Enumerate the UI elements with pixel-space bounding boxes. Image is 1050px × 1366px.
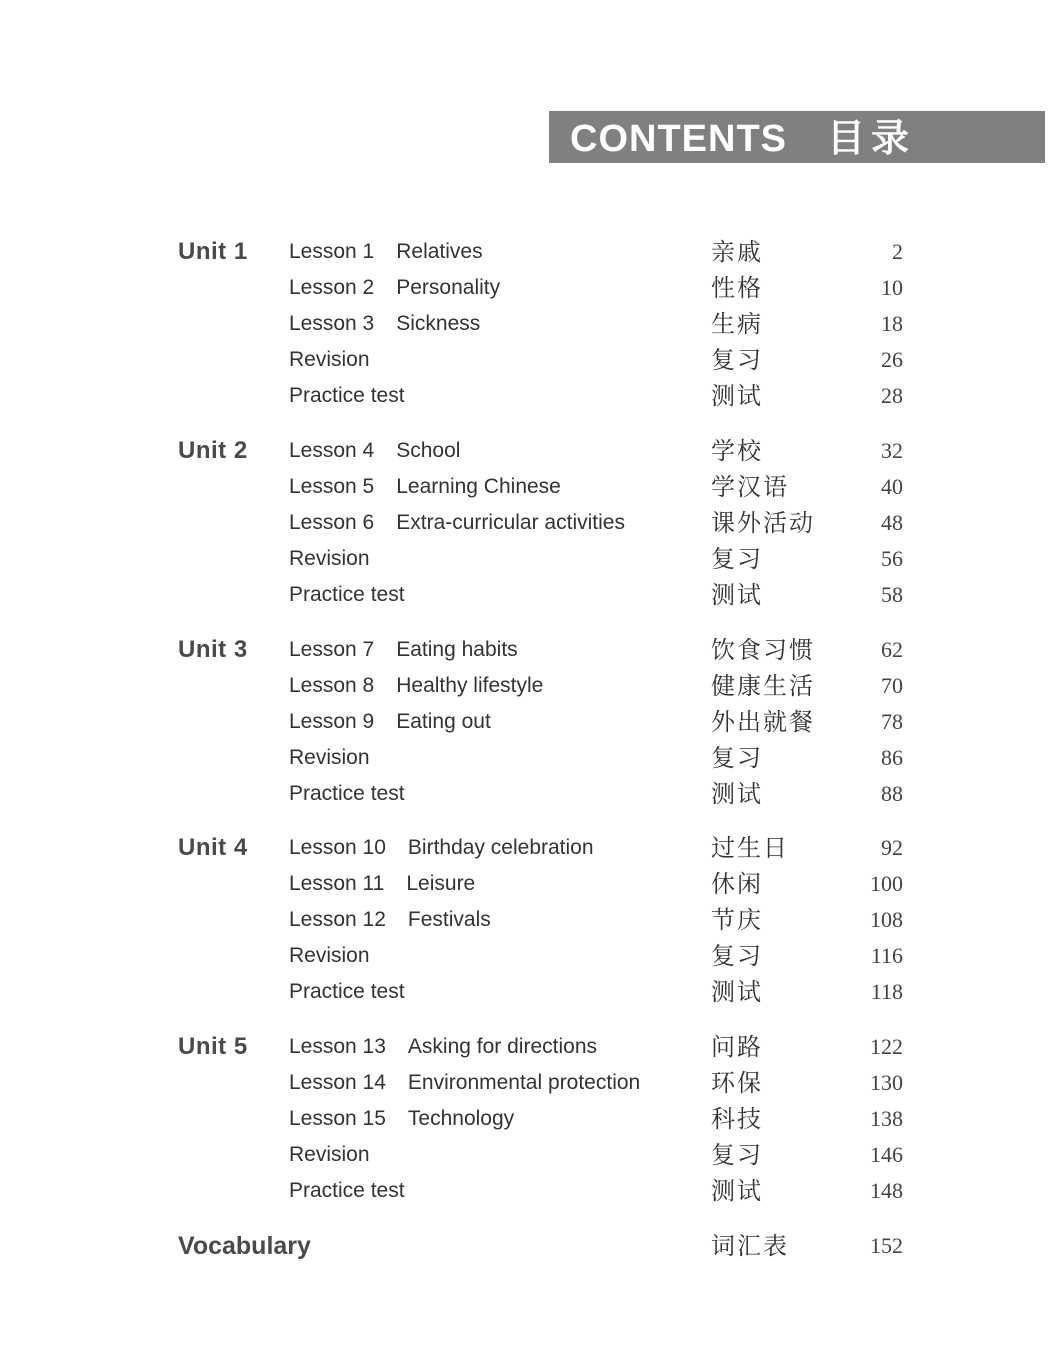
lesson-entry [289, 704, 491, 740]
lesson-entry [289, 433, 460, 469]
lesson-title-cn: 测试 [711, 1177, 763, 1205]
page-number: 40 [881, 473, 903, 499]
lesson-title: Relatives [396, 240, 483, 263]
page-number: 148 [870, 1178, 903, 1203]
unit-label: Unit 2 [178, 436, 248, 464]
toc-entry [0, 1029, 1050, 1065]
lesson-title-cn: 复习 [711, 346, 763, 374]
toc-entry [0, 866, 1050, 902]
lesson-entry [289, 1137, 370, 1173]
toc-entry [0, 902, 1050, 938]
lesson-title-cn: 性格 [711, 274, 763, 302]
lesson-label: Lesson 11 [289, 872, 385, 896]
lesson-label: Practice test [289, 980, 405, 1004]
lesson-title-cn: 学校 [711, 436, 763, 465]
lesson-entry [289, 270, 500, 306]
lesson-title-cn: 科技 [711, 1105, 763, 1133]
lesson-label: Revision [289, 1143, 370, 1166]
lesson-title-cn: 节庆 [711, 906, 763, 935]
lesson-label: Lesson 7 [289, 637, 375, 661]
lesson-title-cn: 复习 [711, 942, 763, 971]
lesson-label: Lesson 5 [289, 474, 375, 498]
page-number: 2 [892, 239, 903, 264]
lesson-entry [289, 974, 405, 1010]
page-number: 78 [881, 708, 903, 734]
page-title: CONTENTS [570, 118, 787, 160]
toc-entry [0, 740, 1050, 776]
toc-entry [0, 1173, 1050, 1209]
lesson-label: Lesson 14 [289, 1071, 386, 1094]
toc-entry [0, 342, 1050, 378]
lesson-title: Extra-curricular activities [396, 510, 625, 534]
toc-entry [0, 378, 1050, 414]
page-number: 62 [881, 636, 903, 662]
lesson-entry [289, 234, 483, 270]
page-number: 146 [870, 1142, 903, 1167]
page-number: 88 [881, 780, 903, 806]
lesson-entry [289, 1029, 597, 1065]
unit-block [0, 632, 1050, 812]
lesson-label: Revision [289, 348, 370, 371]
page-number: 86 [881, 744, 903, 770]
lesson-title: Birthday celebration [407, 836, 594, 860]
lesson-label: Lesson 8 [289, 673, 375, 697]
toc-entry [0, 1137, 1050, 1173]
page-number: 108 [870, 907, 903, 933]
lesson-title-cn: 复习 [711, 743, 763, 772]
page-number: 116 [870, 943, 903, 969]
lesson-entry [289, 378, 405, 414]
lesson-entry [289, 541, 370, 577]
page-number: 32 [881, 437, 903, 463]
lesson-label: Lesson 4 [289, 438, 375, 462]
lesson-label: Practice test [289, 781, 405, 805]
lesson-label: Lesson 15 [289, 1107, 386, 1130]
toc-entry [0, 1065, 1050, 1101]
lesson-entry [289, 469, 561, 505]
page-number: 138 [870, 1106, 903, 1131]
lesson-label: Lesson 9 [289, 709, 375, 733]
lesson-entry [289, 306, 480, 342]
vocabulary-row [0, 1228, 1050, 1264]
page-number: 26 [881, 347, 903, 372]
lesson-title-cn: 生病 [711, 310, 763, 338]
page-number: 10 [881, 275, 903, 300]
page-number: 100 [870, 871, 903, 897]
unit-block [0, 1029, 1050, 1209]
toc-entry [0, 776, 1050, 812]
lesson-title-cn: 测试 [711, 978, 763, 1007]
unit-block [0, 830, 1050, 1010]
lesson-title: Learning Chinese [396, 474, 561, 498]
toc-entry [0, 541, 1050, 577]
toc-entry [0, 433, 1050, 469]
lesson-title-cn: 复习 [711, 1141, 763, 1169]
lesson-title-cn: 环保 [711, 1069, 763, 1097]
lesson-title: Asking for directions [407, 1035, 598, 1058]
lesson-entry [289, 830, 594, 866]
toc-entry [0, 974, 1050, 1010]
lesson-title: Festivals [407, 908, 491, 932]
lesson-title-cn: 复习 [711, 544, 763, 573]
toc-entry [0, 668, 1050, 704]
unit-block [0, 433, 1050, 613]
toc-entry [0, 469, 1050, 505]
lesson-label: Lesson 2 [289, 276, 375, 299]
lesson-entry [289, 902, 491, 938]
page-title-cn: 目录 [827, 116, 916, 160]
table-of-contents [0, 234, 1050, 1264]
lesson-title-cn: 健康生活 [711, 671, 815, 700]
lesson-entry [289, 505, 625, 541]
page-number: 28 [881, 383, 903, 408]
lesson-entry [289, 740, 370, 776]
lesson-label: Lesson 3 [289, 312, 375, 335]
page-number: 56 [881, 545, 903, 571]
page-number: 48 [881, 509, 903, 535]
unit-label: Unit 5 [178, 1033, 248, 1060]
lesson-entry [289, 938, 370, 974]
lesson-title-cn: 过生日 [711, 834, 789, 863]
lesson-title-cn: 学汉语 [711, 472, 789, 501]
lesson-entry [289, 776, 405, 812]
lesson-title: Leisure [406, 872, 476, 896]
lesson-entry [289, 668, 543, 704]
vocabulary-page-number: 152 [870, 1232, 903, 1258]
page-number: 70 [881, 672, 903, 698]
lesson-title: Healthy lifestyle [396, 673, 544, 697]
lesson-entry [289, 1065, 640, 1101]
unit-block [0, 234, 1050, 414]
lesson-title-cn: 休闲 [711, 870, 763, 899]
unit-label: Unit 3 [178, 635, 248, 663]
lesson-label: Lesson 12 [289, 908, 386, 932]
lesson-title-cn: 测试 [711, 580, 763, 609]
lesson-label: Lesson 6 [289, 510, 375, 534]
lesson-title-cn: 亲戚 [711, 238, 763, 266]
toc-entry [0, 577, 1050, 613]
lesson-label: Revision [289, 546, 370, 570]
lesson-title-cn: 外出就餐 [711, 707, 815, 736]
lesson-title-cn: 测试 [711, 382, 763, 410]
lesson-title-cn: 饮食习惯 [711, 635, 815, 664]
lesson-title-cn: 问路 [711, 1033, 763, 1061]
lesson-label: Practice test [289, 384, 405, 407]
lesson-title: Eating out [396, 709, 491, 733]
lesson-title: Sickness [396, 312, 481, 335]
page-number: 118 [870, 979, 903, 1005]
lesson-entry [289, 342, 370, 378]
lesson-label: Revision [289, 944, 370, 968]
toc-entry [0, 270, 1050, 306]
lesson-entry [289, 1101, 514, 1137]
toc-entry [0, 830, 1050, 866]
unit-label: Unit 4 [178, 834, 248, 862]
toc-entry [0, 938, 1050, 974]
lesson-entry [289, 866, 475, 902]
lesson-title: Environmental protection [407, 1071, 641, 1094]
lesson-title-cn: 课外活动 [711, 508, 815, 537]
page-number: 58 [881, 581, 903, 607]
lesson-title-cn: 测试 [711, 779, 763, 808]
lesson-label: Practice test [289, 1179, 405, 1202]
lesson-label: Lesson 13 [289, 1035, 386, 1058]
page-number: 92 [881, 835, 903, 861]
lesson-label: Practice test [289, 582, 405, 606]
lesson-label: Lesson 10 [289, 836, 386, 860]
lesson-title: Personality [396, 276, 501, 299]
toc-entry [0, 234, 1050, 270]
page-number: 18 [881, 311, 903, 336]
toc-entry [0, 306, 1050, 342]
toc-entry [0, 632, 1050, 668]
contents-banner [549, 111, 1045, 163]
lesson-title: Eating habits [396, 637, 518, 661]
vocabulary-title-cn: 词汇表 [711, 1231, 789, 1260]
lesson-label: Revision [289, 745, 370, 769]
toc-entry [0, 1101, 1050, 1137]
lesson-entry [289, 577, 405, 613]
lesson-label: Lesson 1 [289, 240, 375, 263]
unit-label: Unit 1 [178, 238, 248, 265]
lesson-entry [289, 1173, 405, 1209]
lesson-title: Technology [407, 1107, 515, 1130]
lesson-title: School [396, 438, 461, 462]
toc-entry [0, 505, 1050, 541]
vocabulary-label: Vocabulary [178, 1231, 311, 1260]
toc-entry [0, 704, 1050, 740]
page-number: 130 [870, 1070, 903, 1095]
page-number: 122 [870, 1034, 903, 1059]
lesson-entry [289, 632, 518, 668]
